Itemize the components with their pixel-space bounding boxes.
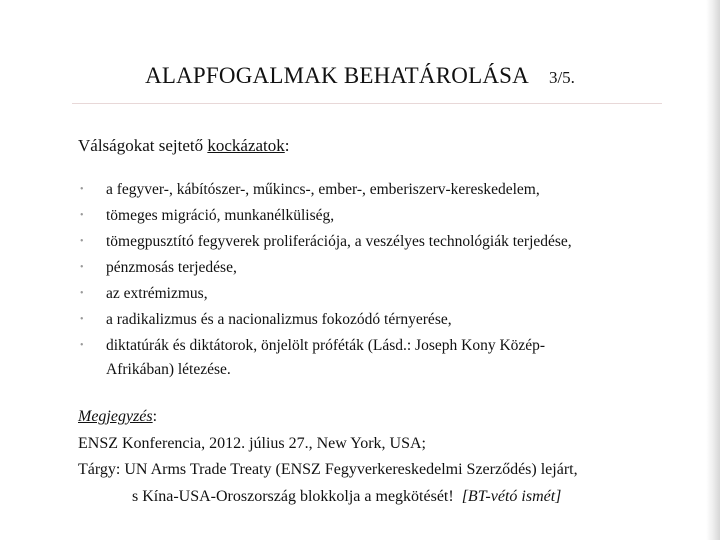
note-heading-row (78, 404, 678, 431)
list-item (80, 229, 670, 255)
note-line-3-row (78, 484, 678, 511)
note-line-3-emphasis: [BT-vétó ismét] (461, 487, 562, 505)
subtitle (78, 136, 290, 156)
subtitle-prefix: Válságokat sejtető (78, 136, 208, 155)
bullet-icon: • (80, 340, 84, 351)
note-line-3: s Kína-USA-Oroszország blokkolja a megkötését! (132, 487, 454, 505)
list-item (80, 333, 670, 381)
bullet-icon: • (80, 262, 84, 273)
subtitle-suffix: : (284, 136, 290, 155)
list-item (80, 177, 670, 203)
title-divider (72, 103, 662, 104)
bullet-icon: • (80, 314, 84, 325)
risk-list (80, 177, 670, 381)
note-line-1: ENSZ Konferencia, 2012. július 27., New York, USA; (78, 434, 426, 452)
list-item (80, 281, 670, 307)
note-heading (78, 408, 153, 425)
list-item-text: a radikalizmus és a nacionalizmus fokozódó térnyerése, (106, 311, 452, 328)
slide-title: ALAPFOGALMAK BEHATÁROLÁSA (145, 63, 529, 88)
list-item-text: tömeges migráció, munkanélküliség, (106, 207, 335, 224)
list-item (80, 255, 670, 281)
bullet-icon: • (80, 236, 84, 247)
list-item (80, 307, 670, 333)
note-heading-text: Megjegyzés (78, 408, 153, 425)
list-item-text: pénzmosás terjedése, (106, 259, 237, 276)
title-row (0, 63, 720, 89)
page-number: 3/5. (548, 68, 575, 87)
list-item-text-continued: Afrikában) létezése. (106, 361, 231, 378)
note-heading-suffix: : (152, 408, 158, 425)
list-item-text: az extrémizmus, (106, 285, 208, 302)
list-item-text: tömegpusztító fegyverek proliferációja, a veszélyes technológiák terjedése, (106, 233, 572, 250)
bullet-icon: • (80, 184, 84, 195)
list-item-text: a fegyver-, kábítószer-, műkincs-, ember-, emberiszerv-kereskedelem, (106, 181, 540, 198)
list-item (80, 203, 670, 229)
list-item-text: diktatúrák és diktátorok, önjelölt próféták (Lásd.: Joseph Kony Közép- (106, 337, 546, 354)
note-line-2: Tárgy: UN Arms Trade Treaty (ENSZ Fegyverkereskedelmi Szerződés) lejárt, (78, 461, 578, 478)
bullet-icon: • (80, 288, 84, 299)
note-block (78, 404, 678, 510)
bullet-icon: • (80, 210, 84, 221)
subtitle-underlined: kockázatok (207, 136, 285, 155)
